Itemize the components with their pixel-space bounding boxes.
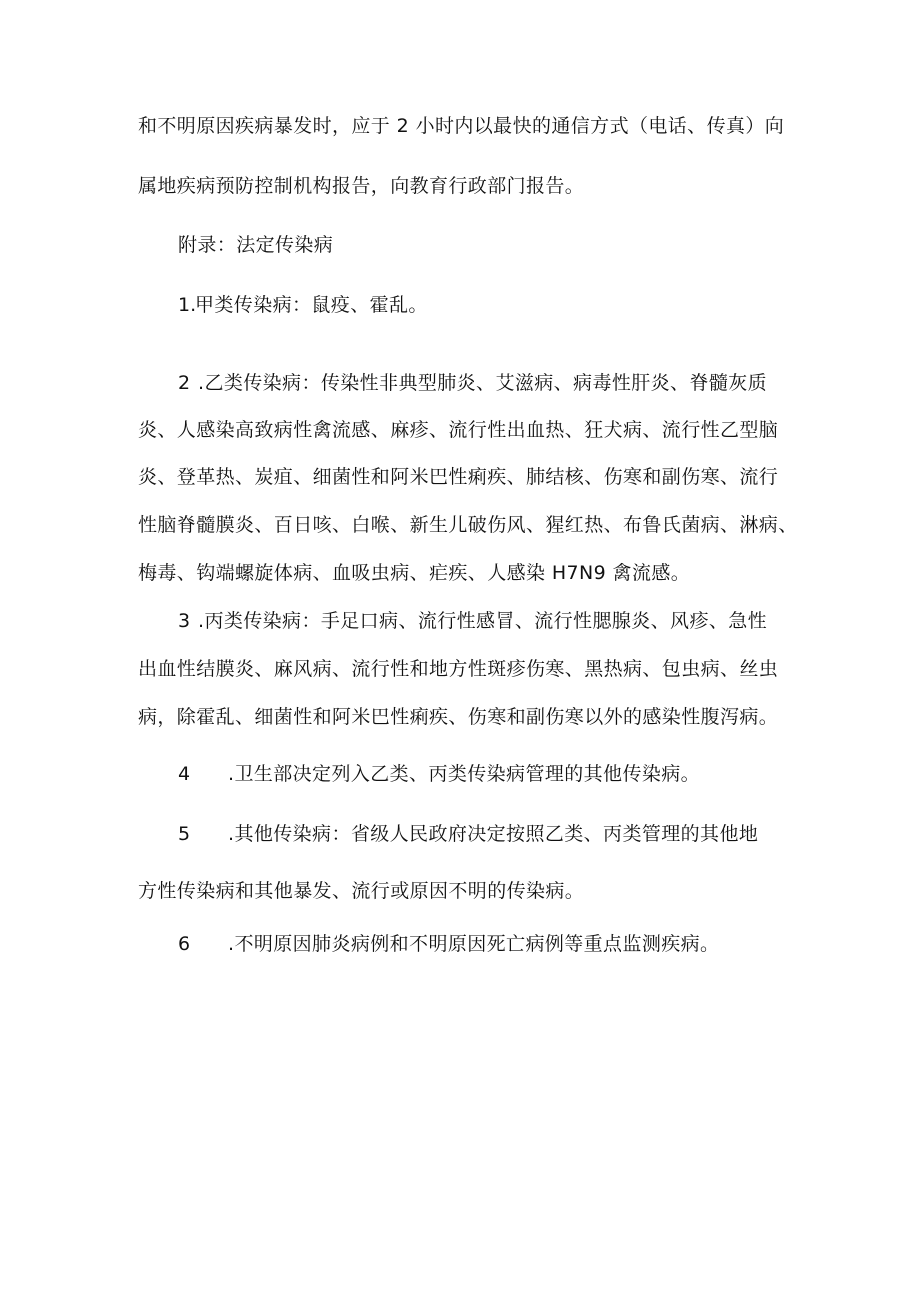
item-5-number: 5 bbox=[178, 823, 191, 845]
item-2-line-1: .乙类传染病：传染性非典型肺炎、艾滋病、病毒性肝炎、脊髓灰质 bbox=[198, 372, 768, 394]
item-5-line-1: .其他传染病：省级人民政府决定按照乙类、丙类管理的其他地 bbox=[228, 823, 759, 845]
item-3-line-3: 病，除霍乱、细菌性和阿米巴性痢疾、伤寒和副伤寒以外的感染性腹泻病。 bbox=[138, 706, 779, 728]
item-5-line-2: 方性传染病和其他暴发、流行或原因不明的传染病。 bbox=[138, 880, 585, 902]
item-2-line-5: 梅毒、钩端螺旋体病、血吸虫病、疟疾、人感染 H7N9 禽流感。 bbox=[138, 562, 691, 584]
item-2-line-4: 性脑脊髓膜炎、百日咳、白喉、新生儿破伤风、猩红热、布鲁氏菌病、淋病、 bbox=[138, 514, 798, 536]
item-4-line-1: .卫生部决定列入乙类、丙类传染病管理的其他传染病。 bbox=[228, 763, 701, 785]
item-2-number: 2 bbox=[178, 372, 191, 394]
intro-line-1: 和不明原因疾病暴发时，应于 2 小时内以最快的通信方式（电话、传真）向 bbox=[138, 115, 785, 137]
item-3-line-2: 出血性结膜炎、麻风病、流行性和地方性斑疹伤寒、黑热病、包虫病、丝虫 bbox=[138, 658, 779, 680]
intro-line-2: 属地疾病预防控制机构报告，向教育行政部门报告。 bbox=[138, 175, 585, 197]
appendix-title: 附录：法定传染病 bbox=[178, 234, 334, 256]
item-3-number: 3 bbox=[178, 610, 191, 632]
item-2-line-2: 炎、人感染高致病性禽流感、麻疹、流行性出血热、狂犬病、流行性乙型脑 bbox=[138, 419, 779, 441]
item-6-number: 6 bbox=[178, 933, 191, 955]
item-1-number: 1. bbox=[178, 294, 197, 316]
item-3-line-1: .丙类传染病：手足口病、流行性感冒、流行性腮腺炎、风疹、急性 bbox=[198, 610, 768, 632]
item-4-number: 4 bbox=[178, 763, 191, 785]
item-2-line-3: 炎、登革热、炭疽、细菌性和阿米巴性痢疾、肺结核、伤寒和副伤寒、流行 bbox=[138, 466, 779, 488]
item-1-line-1: 甲类传染病：鼠疫、霍乱。 bbox=[195, 294, 428, 316]
item-6-line-1: .不明原因肺炎病例和不明原因死亡病例等重点监测疾病。 bbox=[228, 933, 720, 955]
